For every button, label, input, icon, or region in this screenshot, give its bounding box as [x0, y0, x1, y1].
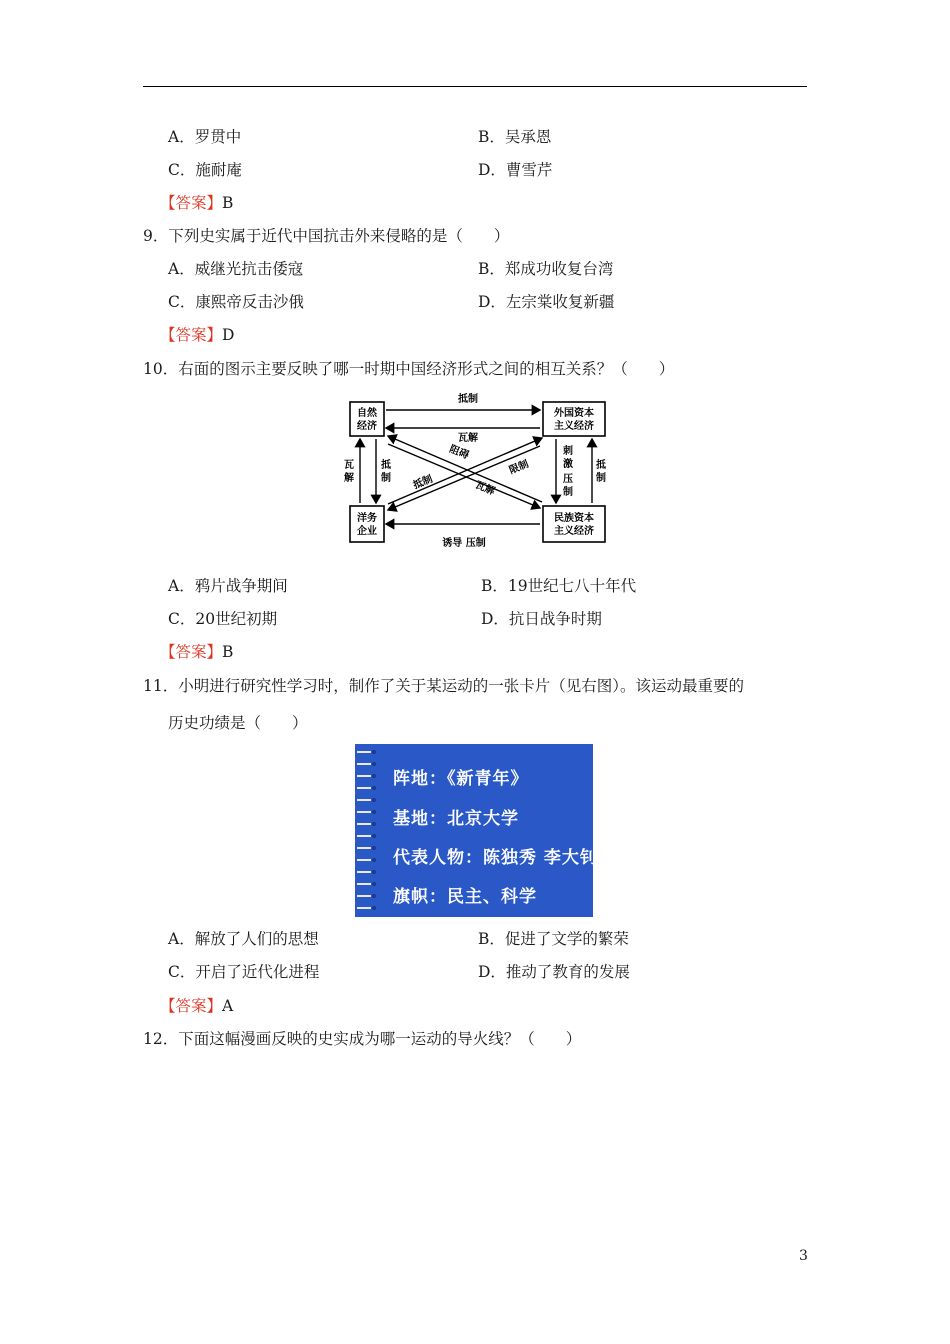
q11-stem-line1: 11．小明进行研究性学习时，制作了关于某运动的一张卡片（见右图）。该运动最重要的 [143, 677, 744, 695]
label-right-inner-2: 激 [563, 459, 573, 470]
label-left-inner-2: 制 [381, 473, 391, 484]
diagram-svg [346, 388, 608, 550]
header-rule [143, 86, 807, 87]
q9-option-b: B．郑成功收复台湾 [478, 260, 614, 278]
answer-bracket-open: 【 [160, 326, 176, 344]
q8-option-d: D．曹雪芹 [478, 161, 553, 179]
label-left-outer-2: 解 [344, 473, 354, 484]
q11-option-c: C．开启了近代化进程 [168, 963, 320, 981]
answer-bracket-close: 】 [206, 194, 223, 212]
node-national-line2: 主义经济 [554, 526, 594, 537]
answer-value: B [222, 194, 234, 212]
label-right-outer-1: 抵 [596, 460, 606, 471]
answer-value: D [222, 326, 235, 344]
label-top-upper: 抵制 [458, 394, 478, 405]
movement-card-image [355, 744, 598, 917]
q10-option-a: A．鸦片战争期间 [168, 577, 288, 595]
node-natural-line2: 经济 [357, 421, 377, 432]
q9-answer [160, 325, 234, 345]
label-diag-wajie: 瓦解 [473, 479, 497, 498]
label-top-lower: 瓦解 [458, 433, 478, 444]
q8-option-c: C．施耐庵 [168, 161, 242, 179]
answer-label: 答案 [175, 326, 207, 344]
q8-option-a: A．罗贯中 [168, 128, 242, 146]
answer-bracket-close: 】 [206, 643, 223, 661]
label-left-inner-1: 抵 [381, 460, 391, 471]
spiral-binding [355, 744, 379, 917]
node-foreign-line1: 外国资本 [554, 408, 594, 419]
card-line-base: 基地：北京大学 [393, 809, 519, 829]
q9-option-d: D．左宗棠收复新疆 [478, 293, 615, 311]
answer-bracket-close: 】 [206, 326, 223, 344]
answer-label: 答案 [175, 997, 207, 1015]
label-right-inner-4: 制 [563, 487, 573, 498]
answer-bracket-open: 【 [160, 194, 176, 212]
label-diag-dizhi: 抵制 [411, 473, 435, 492]
answer-label: 答案 [175, 194, 207, 212]
answer-value: A [222, 997, 234, 1015]
q10-option-d: D．抗日战争时期 [481, 610, 602, 628]
q11-stem-line2: 历史功绩是（ ） [168, 714, 308, 732]
node-national-line1: 民族资本 [554, 513, 594, 524]
answer-label: 答案 [175, 643, 207, 661]
q11-option-b: B．促进了文学的繁荣 [478, 930, 629, 948]
node-yangwu-line1: 洋务 [357, 513, 377, 524]
answer-bracket-open: 【 [160, 997, 176, 1015]
answer-bracket-close: 】 [206, 997, 223, 1015]
node-natural-line1: 自然 [357, 408, 377, 419]
answer-value: B [222, 643, 234, 661]
q10-option-b: B．19世纪七八十年代 [481, 577, 637, 595]
q9-option-c: C．康熙帝反击沙俄 [168, 293, 304, 311]
card-line-figures: 代表人物：陈独秀 李大钊 [393, 848, 598, 868]
label-diag-zuai: 阻碍 [447, 443, 471, 462]
node-foreign-line2: 主义经济 [554, 421, 594, 432]
q9-stem: 9．下列史实属于近代中国抗击外来侵略的是（ ） [143, 227, 510, 245]
label-diag-xianzhi: 限制 [507, 458, 531, 477]
economy-relations-diagram [346, 388, 608, 550]
label-right-inner-3: 压 [563, 474, 573, 485]
q9-option-a: A．威继光抗击倭寇 [168, 260, 304, 278]
card-line-position: 阵地：《新青年》 [393, 769, 529, 789]
q10-answer [160, 642, 233, 662]
label-left-outer-1: 瓦 [344, 460, 354, 471]
q8-option-b: B．吴承恩 [478, 128, 552, 146]
q8-answer [160, 193, 233, 213]
node-yangwu-line2: 企业 [357, 526, 377, 537]
label-right-outer-2: 制 [596, 473, 606, 484]
page-number: 3 [799, 1248, 808, 1264]
q12-stem: 12．下面这幅漫画反映的史实成为哪一运动的导火线？（ ） [143, 1030, 582, 1048]
label-right-inner-1: 刺 [563, 446, 573, 457]
label-bottom: 诱导 压制 [442, 538, 486, 549]
q11-option-a: A．解放了人们的思想 [168, 930, 319, 948]
card-line-banner: 旗帜：民主、科学 [393, 887, 537, 907]
q10-option-c: C．20世纪初期 [168, 610, 278, 628]
q10-stem: 10．右面的图示主要反映了哪一时期中国经济形式之间的相互关系？（ ） [143, 360, 675, 378]
q11-answer [160, 996, 233, 1016]
q11-option-d: D．推动了教育的发展 [478, 963, 630, 981]
answer-bracket-open: 【 [160, 643, 176, 661]
